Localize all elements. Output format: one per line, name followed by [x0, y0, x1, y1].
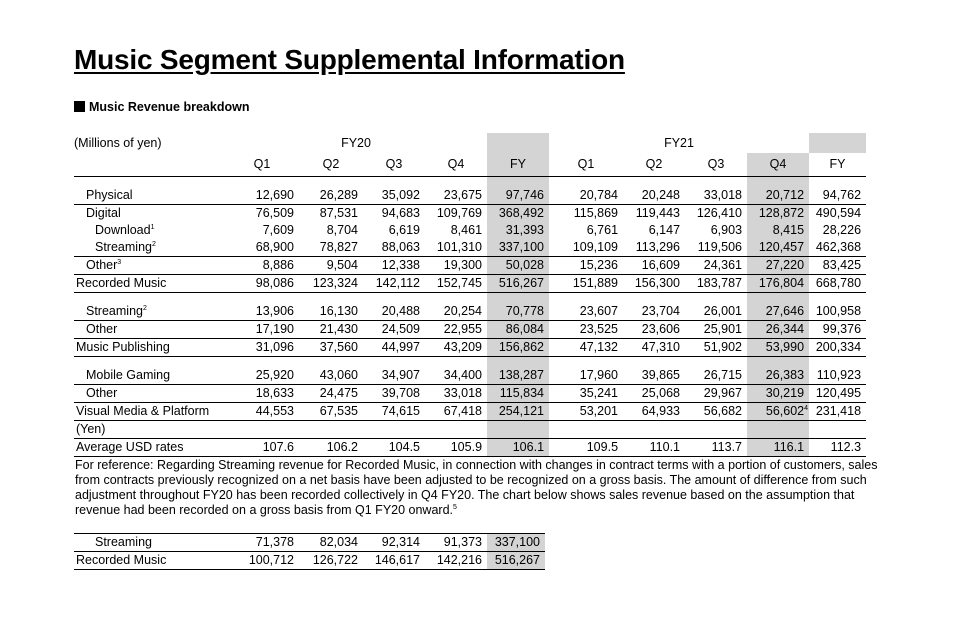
table-cell: 142,216 — [425, 552, 487, 570]
table-cell: 26,715 — [703, 367, 743, 382]
quarter-header-row — [74, 153, 866, 176]
table-cell: 120,495 — [809, 384, 866, 402]
table-cell — [363, 420, 425, 438]
table-cell: 20,248 — [641, 187, 681, 202]
col-q2-fy20: Q2 — [299, 153, 363, 176]
table-cell: 8,886 — [225, 256, 299, 274]
table-cell: 156,300 — [623, 274, 685, 292]
table-cell: 26,289 — [319, 187, 358, 202]
table-cell: 120,457 — [747, 239, 809, 257]
table-row: Download$^1$ 7,609 8,704 6,619 8,461 31,393 6,761 6,147 6,903 8,415 28,226 — [74, 222, 866, 239]
table-cell — [685, 420, 747, 438]
table-cell: 112.3 — [809, 438, 866, 456]
table-cell — [623, 420, 685, 438]
col-q2-fy21: Q2 — [623, 153, 685, 176]
table-cell: 12,338 — [363, 256, 425, 274]
table-cell: 152,745 — [425, 274, 487, 292]
table-cell: 142,112 — [363, 274, 425, 292]
table-cell: 29,967 — [685, 384, 747, 402]
table-cell: 8,704 — [326, 222, 358, 237]
col-q1-fy20: Q1 — [225, 153, 299, 176]
fy20-header-fill — [487, 133, 549, 153]
table-cell: 20,488 — [381, 303, 420, 318]
table-cell: 26,383 — [747, 367, 809, 385]
table-cell: 106.1 — [487, 438, 549, 456]
table-cell: 68,900 — [255, 239, 294, 254]
table-cell: 104.5 — [363, 438, 425, 456]
table-cell: 27,220 — [747, 256, 809, 274]
table-cell: 109,109 — [572, 239, 619, 254]
table-cell: 20,784 — [579, 187, 619, 202]
table-cell — [425, 420, 487, 438]
table-cell: 67,535 — [299, 402, 363, 420]
table-cell: 26,344 — [747, 320, 809, 338]
section-title — [74, 100, 249, 114]
table-cell: 88,063 — [381, 239, 420, 254]
table-cell: 76,509 — [225, 204, 299, 222]
table-cell: 24,475 — [299, 384, 363, 402]
table-cell: 337,100 — [487, 239, 549, 257]
table-cell: 53,990 — [747, 338, 809, 356]
col-q1-fy21: Q1 — [549, 153, 623, 176]
reference-table — [74, 533, 545, 570]
table-cell: 20,712 — [747, 187, 809, 205]
table-cell: 107.6 — [225, 438, 299, 456]
table-cell: 21,430 — [299, 320, 363, 338]
table-cell: 74,615 — [363, 402, 425, 420]
table-cell: 115,869 — [549, 204, 623, 222]
table-cell: 20,254 — [443, 303, 483, 318]
table-cell: 200,334 — [809, 338, 866, 356]
table-cell: 51,902 — [685, 338, 747, 356]
table-cell: 9,504 — [299, 256, 363, 274]
table-cell: 128,872 — [747, 204, 809, 222]
table-cell: 119,506 — [697, 239, 743, 254]
table-cell — [549, 420, 623, 438]
table-cell: 12,690 — [255, 187, 294, 202]
table-cell: 23,704 — [641, 303, 681, 318]
table-cell: 24,509 — [363, 320, 425, 338]
table-cell: 110.1 — [623, 438, 685, 456]
table-cell: 156,862 — [487, 338, 549, 356]
table-cell: 87,531 — [299, 204, 363, 222]
table-row: Average USD rates 107.6 106.2 104.5 105.9 106.1 109.5 110.1 113.7 116.1 112.3 — [74, 438, 866, 456]
table-row: Digital 76,509 87,531 94,683 109,769 368,492 115,869 119,443 126,410 128,872 490,594 — [74, 204, 866, 222]
table-cell: 92,314 — [363, 534, 425, 552]
table-cell: 25,068 — [623, 384, 685, 402]
table-row: Other$^3$ 8,886 9,504 12,338 19,300 50,028 15,236 16,609 24,361 27,220 83,425 — [74, 256, 866, 274]
col-q3-fy21: Q3 — [685, 153, 747, 176]
table-cell: 17,190 — [225, 320, 299, 338]
col-q4-fy20: Q4 — [425, 153, 487, 176]
unit-label: (Millions of yen) — [74, 135, 162, 150]
table-cell: 56,682 — [685, 402, 747, 420]
table-cell: 56,602$^4$ — [747, 402, 809, 420]
table-cell: 94,683 — [363, 204, 425, 222]
table-cell: 64,933 — [623, 402, 685, 420]
table-row: Music Publishing 31,096 37,560 44,997 43,209 156,862 47,132 47,310 51,902 53,990 200,334 — [74, 338, 866, 356]
table-cell: 99,376 — [809, 320, 866, 338]
table-cell: 30,219 — [747, 384, 809, 402]
table-cell: 6,147 — [648, 222, 681, 237]
table-cell: 47,132 — [549, 338, 623, 356]
table-cell: 109.5 — [549, 438, 623, 456]
table-cell: 105.9 — [425, 438, 487, 456]
table-cell: 25,920 — [255, 367, 294, 382]
table-row: Mobile Gaming 25,920 43,060 34,907 34,400 138,287 17,960 39,865 26,715 26,383 110,923 — [74, 367, 866, 385]
table-cell: 15,236 — [549, 256, 623, 274]
table-row: Streaming$^2$ 68,900 78,827 88,063 101,310 337,100 109,109 113,296 119,506 120,457 462,368 — [74, 239, 866, 257]
table-cell: 368,492 — [487, 204, 549, 222]
col-fy-fy21: FY — [809, 153, 866, 176]
table-cell: 18,633 — [225, 384, 299, 402]
table-cell: 71,378 — [225, 534, 299, 552]
section-title-text: Music Revenue breakdown — [89, 100, 250, 114]
table-cell: 23,607 — [579, 303, 619, 318]
table-cell: 70,778 — [487, 303, 549, 321]
table-cell: 113,296 — [635, 239, 681, 254]
col-fy-fy20: FY — [487, 153, 549, 176]
table-cell: 44,997 — [363, 338, 425, 356]
reference-note: For reference: Regarding Streaming revenue for Recorded Music, in connection with changes in contract terms with a portion of customers, sales from contracts previously recognized on a net basis have been adjusted to be recognized on a gross basis. The amount of difference from such adjustment throughout FY20 has been recorded collectively in Q4 FY20. The chart below shows sales revenue based on the assumption that revenue had been recorded on a gross basis from Q1 FY20 onward.$^5$ — [75, 458, 878, 517]
table-cell: 22,955 — [425, 320, 487, 338]
table-cell: 490,594 — [809, 204, 866, 222]
table-cell — [225, 420, 299, 438]
table-cell — [809, 420, 866, 438]
page-title: Music Segment Supplemental Information — [74, 44, 625, 75]
table-cell: 109,769 — [425, 204, 487, 222]
table-cell: 28,226 — [822, 222, 862, 237]
table-cell: 6,619 — [388, 222, 420, 237]
table-cell: 176,804 — [747, 274, 809, 292]
table-cell: 83,425 — [809, 256, 866, 274]
table-row: Other 18,633 24,475 39,708 33,018 115,834 35,241 25,068 29,967 30,219 120,495 — [74, 384, 866, 402]
fy20-header: FY20 — [341, 135, 371, 150]
table-cell: 31,393 — [487, 222, 549, 239]
fy21-header-fill — [809, 133, 866, 153]
table-cell: 116.1 — [747, 438, 809, 456]
table-cell: 82,034 — [299, 534, 363, 552]
table-cell: 44,553 — [225, 402, 299, 420]
table-cell — [487, 420, 549, 438]
table-cell: 337,100 — [487, 534, 545, 552]
table-cell: 8,415 — [747, 222, 809, 239]
table-row: Recorded Music 100,712 126,722 146,617 142,216 516,267 — [74, 552, 545, 570]
table-cell: 67,418 — [425, 402, 487, 420]
table-cell: 35,241 — [549, 384, 623, 402]
table-cell: 113.7 — [685, 438, 747, 456]
table-cell: 34,400 — [443, 367, 483, 382]
table-cell: 37,560 — [299, 338, 363, 356]
revenue-table — [74, 133, 866, 457]
table-cell: 668,780 — [809, 274, 866, 292]
table-row: Recorded Music 98,086 123,324 142,112 152,745 516,267 151,889 156,300 183,787 176,804 668,780 — [74, 274, 866, 292]
table-cell: 43,209 — [425, 338, 487, 356]
table-row: (Yen) — [74, 420, 866, 438]
table-cell: 516,267 — [487, 274, 549, 292]
table-cell: 23,675 — [443, 187, 483, 202]
table-cell: 33,018 — [425, 384, 487, 402]
fy-header-row — [74, 133, 866, 153]
col-q4-fy21: Q4 — [747, 153, 809, 176]
table-cell: 100,958 — [815, 303, 862, 318]
table-cell: 16,609 — [623, 256, 685, 274]
table-cell: 26,001 — [703, 303, 743, 318]
table-cell: 254,121 — [487, 402, 549, 420]
table-row: Other 17,190 21,430 24,509 22,955 86,084 23,525 23,606 25,901 26,344 99,376 — [74, 320, 866, 338]
table-cell: 35,092 — [381, 187, 420, 202]
table-cell: 126,722 — [299, 552, 363, 570]
table-cell: 13,906 — [255, 303, 294, 318]
table-cell: 78,827 — [319, 239, 358, 254]
table-cell: 462,368 — [815, 239, 862, 254]
table-cell: 19,300 — [425, 256, 487, 274]
table-cell: 91,373 — [425, 534, 487, 552]
table-row: Visual Media & Platform 44,553 67,535 74,615 67,418 254,121 53,201 64,933 56,682 56,602$^4$ 231,418 — [74, 402, 866, 420]
table-cell: 231,418 — [809, 402, 866, 420]
table-cell: 146,617 — [363, 552, 425, 570]
table-cell: 110,923 — [816, 367, 862, 382]
table-cell: 94,762 — [822, 187, 862, 202]
col-q3-fy20: Q3 — [363, 153, 425, 176]
table-cell: 39,708 — [363, 384, 425, 402]
fy21-header: FY21 — [664, 135, 694, 150]
table-cell: 16,130 — [319, 303, 358, 318]
table-cell: 151,889 — [549, 274, 623, 292]
table-row: Streaming 71,378 82,034 92,314 91,373 337,100 — [74, 534, 545, 552]
table-cell: 123,324 — [299, 274, 363, 292]
table-cell: 23,525 — [549, 320, 623, 338]
table-cell — [299, 420, 363, 438]
table-cell — [747, 420, 809, 438]
table-cell: 47,310 — [623, 338, 685, 356]
table-cell: 17,960 — [579, 367, 619, 382]
table-cell: 25,901 — [685, 320, 747, 338]
table-cell: 53,201 — [549, 402, 623, 420]
table-cell: 39,865 — [641, 367, 681, 382]
table-cell: 50,028 — [487, 256, 549, 274]
table-cell: 86,084 — [487, 320, 549, 338]
table-cell: 183,787 — [685, 274, 747, 292]
table-cell: 8,461 — [450, 222, 483, 237]
table-cell: 43,060 — [319, 367, 358, 382]
table-cell: 106.2 — [299, 438, 363, 456]
table-cell: 27,646 — [747, 303, 809, 321]
square-bullet-icon — [74, 101, 85, 112]
table-cell: 24,361 — [685, 256, 747, 274]
table-cell: 115,834 — [487, 384, 549, 402]
table-cell: 138,287 — [487, 367, 549, 385]
table-cell: 97,746 — [487, 187, 549, 205]
table-row: Physical 12,690 26,289 35,092 23,675 97,746 20,784 20,248 33,018 20,712 94,762 — [74, 187, 866, 205]
table-cell: 126,410 — [685, 204, 747, 222]
table-cell: 6,903 — [710, 222, 743, 237]
table-row: Streaming$^2$ 13,906 16,130 20,488 20,254 70,778 23,607 23,704 26,001 27,646 100,958 — [74, 303, 866, 321]
table-cell: 7,609 — [262, 222, 294, 237]
table-cell: 31,096 — [225, 338, 299, 356]
table-cell: 100,712 — [225, 552, 299, 570]
table-cell: 33,018 — [703, 187, 743, 202]
table-cell: 119,443 — [623, 204, 685, 222]
table-cell: 23,606 — [623, 320, 685, 338]
table-cell: 34,907 — [381, 367, 420, 382]
table-cell: 6,761 — [586, 222, 619, 237]
table-cell: 98,086 — [225, 274, 299, 292]
table-cell: 516,267 — [487, 552, 545, 570]
table-cell: 101,310 — [436, 239, 483, 254]
